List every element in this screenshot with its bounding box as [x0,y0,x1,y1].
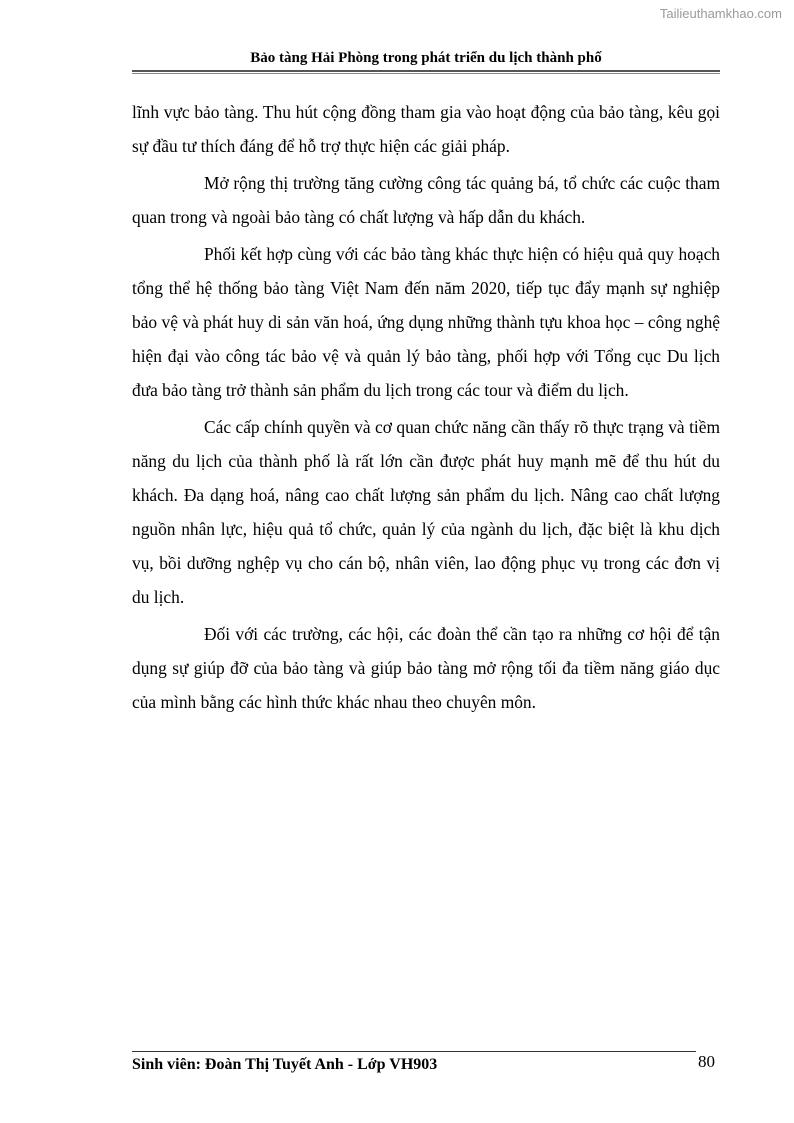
header-rule-thin [132,73,720,74]
paragraph-continuation: lĩnh vực bảo tàng. Thu hút cộng đồng tham gia vào hoạt động của bảo tàng, kêu gọi sự đầu tư thích đáng để hỗ trợ thực hiện các giải pháp. [132,102,720,156]
paragraph: Phối kết hợp cùng với các bảo tàng khác thực hiện có hiệu quả quy hoạch tổng thể hệ thống bảo tàng Việt Nam đến năm 2020, tiếp tục đẩy mạnh sự nghiệp bảo vệ và phát huy di sản văn hoá, ứng dụng những thành tựu khoa học – công nghệ hiện đại vào công tác bảo vệ và quản lý bảo tàng, phối hợp với Tổng cục Du lịch đưa bảo tàng trở thành sản phẩm du lịch trong các tour và điểm du lịch. [132,244,720,400]
paragraph: Đối với các trường, các hội, các đoàn thể cần tạo ra những cơ hội để tận dụng sự giúp đỡ của bảo tàng và giúp bảo tàng mở rộng tối đa tiềm năng giáo dục của mình bằng các hình thức khác nhau theo chuyên môn. [132,624,720,712]
body-text [132,95,720,722]
footer-rule [132,1051,696,1052]
page-number: 80 [698,1052,715,1071]
running-header-title: Bảo tàng Hải Phòng trong phát triển du lịch thành phố [250,50,602,66]
header-rule [132,70,720,72]
paragraph: Mở rộng thị trường tăng cường công tác quảng bá, tổ chức các cuộc tham quan trong và ngoài bảo tàng có chất lượng và hấp dẫn du khách. [132,173,720,227]
paragraph: Các cấp chính quyền và cơ quan chức năng cần thấy rõ thực trạng và tiềm năng du lịch của thành phố là rất lớn cần được phát huy mạnh mẽ để thu hút du khách. Đa dạng hoá, nâng cao chất lượng sản phẩm du lịch. Nâng cao chất lượng nguồn nhân lực, hiệu quả tổ chức, quản lý của ngành du lịch, đặc biệt là khu dịch vụ, bồi dưỡng nghệp vụ cho cán bộ, nhân viên, lao động phục vụ trong các đơn vị du lịch. [132,417,720,607]
watermark: Tailieuthamkhao.com [659,6,782,21]
footer-student-info: Sinh viên: Đoàn Thị Tuyết Anh - Lớp VH903 [132,1056,438,1073]
